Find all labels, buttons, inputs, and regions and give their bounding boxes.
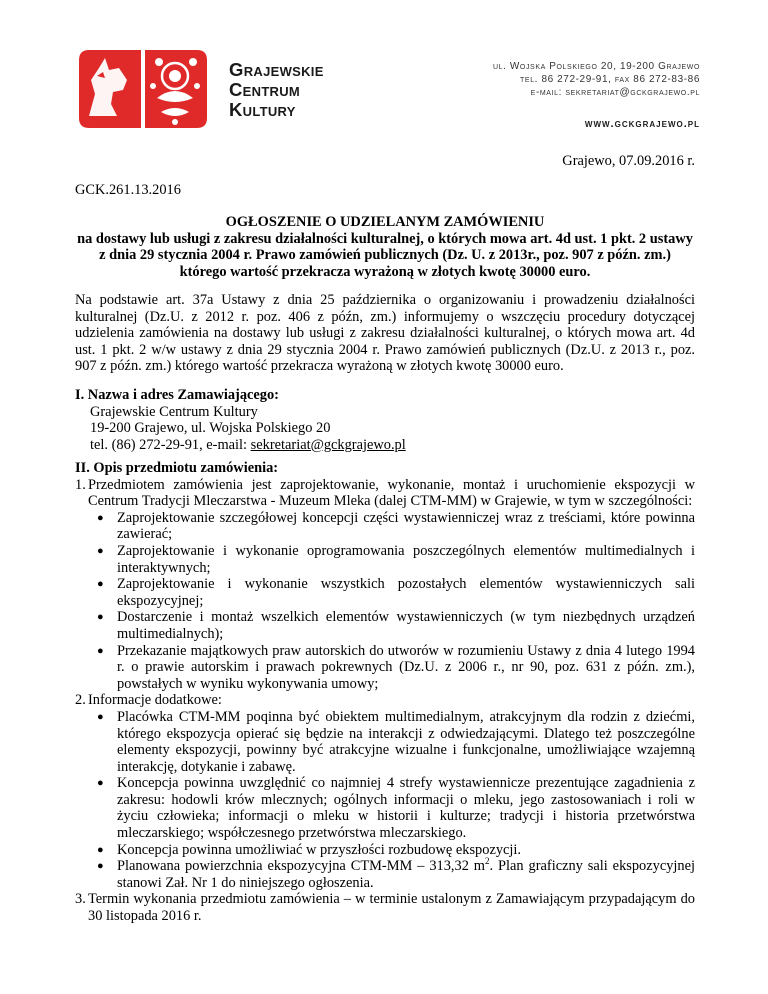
reference-number: GCK.261.13.2016	[75, 182, 181, 198]
numbered-item-1	[75, 477, 695, 693]
section-order-description	[75, 460, 695, 925]
title-subtitle: na dostawy lub usługi z zakresu działalności kulturalnej, o których mowa art. 4d ust. 1 pkt. 2 ustawy z dnia 29 stycznia 2004 r. Prawo zamówień publicznych (Dz. U. z 2013r., poz. 907 z późn. zm.) którego wartość przekracza wyrażoną w złotych kwotę 30000 euro.	[77, 230, 693, 280]
authority-email-link[interactable]: sekretariat@gckgrajewo.pl	[250, 436, 406, 453]
brand-line-3: Kultury	[229, 99, 296, 120]
section-2-heading: II. Opis przedmiotu zamówienia:	[75, 460, 279, 476]
item-1-text: Przedmiotem zamówienia jest zaprojektowanie, wykonanie, montaż i uruchomienie ekspozycji w Centrum Tradycji Mleczarstwa - Muzeum Mleka (dalej CTM-MM) w Grajewie, w tym w szczególności:	[88, 476, 695, 510]
intro-paragraph: Na podstawie art. 37a Ustawy z dnia 25 października o organizowaniu i prowadzeniu działalności kulturalnej (Dz.U. z 2012 r. poz. 406 z późn, zm.) informujemy o wszczęciu procedury dotyczącej udzielenia zamówienia na dostawy lub usługi z zakresu działalności kulturalnej, o których mowa art. 4d ust. 1 pkt. 2 w/w ustawy z dnia 29 stycznia 2004 r. Prawo zamówień publicznych (Dz.U. z 2013 r., poz. 907 z późn. zm.) którego wartość przekracza wyrażoną w złotych kwotę 30000 euro.	[75, 292, 695, 375]
authority-name: Grajewskie Centrum Kultury	[90, 403, 258, 420]
title-line-1: OGŁOSZENIE O UDZIELANYM ZAMÓWIENIU	[225, 214, 545, 230]
contact-phone: tel. 86 272-29-91, fax 86 272-83-86	[520, 74, 700, 85]
bullet-icon: ●	[97, 860, 104, 873]
contact-address: ul. Wojska Polskiego 20, 19-200 Grajewo	[492, 61, 700, 72]
bullet-icon: ●	[97, 544, 104, 557]
bullet-icon: ●	[97, 843, 104, 856]
authority-address: 19-200 Grajewo, ul. Wojska Polskiego 20	[90, 420, 331, 437]
list-item: ● Zaprojektowanie i wykonanie wszystkich pozostałych elementów wystawienniczych sali ekspozycyjnej;	[97, 576, 695, 609]
bullet-icon: ●	[97, 710, 104, 723]
contact-email: e-mail: sekretariat@gckgrajewo.pl	[530, 87, 700, 98]
contact-block	[493, 60, 700, 99]
item-3-text: Termin wykonania przedmiotu zamówienia – w terminie ustalonym z Zamawiającym przypadającym do 30 listopada 2016 r.	[88, 891, 695, 925]
list-item: ● Dostarczenie i montaż wszelkich elementów wystawienniczych (w tym niezbędnych urządzeń multimedialnych);	[97, 609, 695, 642]
item-2-text: Informacje dodatkowe:	[88, 692, 222, 709]
bullet-icon: ●	[97, 578, 104, 591]
numbered-item-3	[75, 891, 695, 924]
bullet-icon: ●	[97, 511, 104, 524]
list-item	[88, 858, 695, 891]
list-item: ● Przekazanie majątkowych praw autorskich do utworów w rozumieniu Ustawy z dnia 4 lutego 1994 r. o prawie autorskim i prawach pokrewnych (Dz.U. z 2006 r., nr 90, poz. 631 z późn. zm.), powstałych w wyniku wykonywania umowy;	[97, 642, 695, 692]
exhibition-area-text: Planowana powierzchnia ekspozycyjna CTM-MM – 313,32 $m^2$. Plan graficzny sali ekspozycyjnej stanowi Zał. Nr 1 do niniejszego ogłoszenia.	[117, 856, 695, 891]
bullet-icon: ●	[97, 611, 104, 624]
numbered-item-2	[75, 692, 695, 891]
section-1-heading: I. Nazwa i adres Zamawiającego:	[75, 387, 279, 403]
item-number: 3.	[75, 891, 86, 908]
list-item: ● Zaprojektowanie szczegółowej koncepcji części wystawienniczej wraz z treściami, które powinna zawierać;	[97, 509, 695, 543]
brand-name	[229, 60, 324, 120]
list-item: ● Placówka CTM-MM poqinna być obiektem multimedialnym, atrakcyjnym dla rodzin z dziećmi, którego ekspozycja opierać się będzie na interakcji z odwiedzającymi. Dlatego też poszczególne elementy ekspozycji, powinny być atrakcyjne wizualne i funkcjonalne, umożliwiające wzajemną interakcję, dotykanie i zabawę.	[97, 708, 695, 775]
item-number: 1.	[75, 476, 86, 493]
gck-logo-icon	[75, 46, 211, 132]
list-item: ● Zaprojektowanie i wykonanie oprogramowania poszczególnych elementów multimedialnych i interaktywnych;	[97, 542, 695, 576]
authority-contact	[75, 437, 695, 454]
brand-line-2: Centrum	[229, 79, 301, 100]
item-number: 2.	[75, 692, 86, 709]
authority-phone: tel. (86) 272-29-91, e-mail:	[90, 436, 251, 453]
list-item: ● Koncepcja powinna umożliwiać w przyszłości rozbudowę ekspozycji.	[97, 841, 522, 858]
document-date: Grajewo, 07.09.2016 r.	[562, 153, 695, 169]
letterhead	[75, 44, 700, 136]
website-link[interactable]: www.gckgrajewo.pl	[584, 118, 700, 130]
document-title	[75, 214, 695, 280]
list-item: ● Koncepcja powinna uwzględnić co najmniej 4 strefy wystawiennicze prezentujące zagadnienia z zakresu: hodowli krów mlecznych; ogólnych informacji o mleku, jego zastosowaniach i roli w życiu człowieka; informacji o mleku w historii i kulturze; tradycji i historia przetwórstwa mleczarskiego; współczesnego przetwórstwa mleczarskiego.	[97, 775, 695, 842]
brand-line-1: Grajewskie	[229, 59, 324, 80]
item-1-bullets	[88, 510, 695, 693]
section-contracting-authority	[75, 387, 695, 453]
bullet-icon: ●	[97, 777, 104, 790]
item-2-bullets	[88, 709, 695, 892]
bullet-icon: ●	[97, 644, 104, 657]
